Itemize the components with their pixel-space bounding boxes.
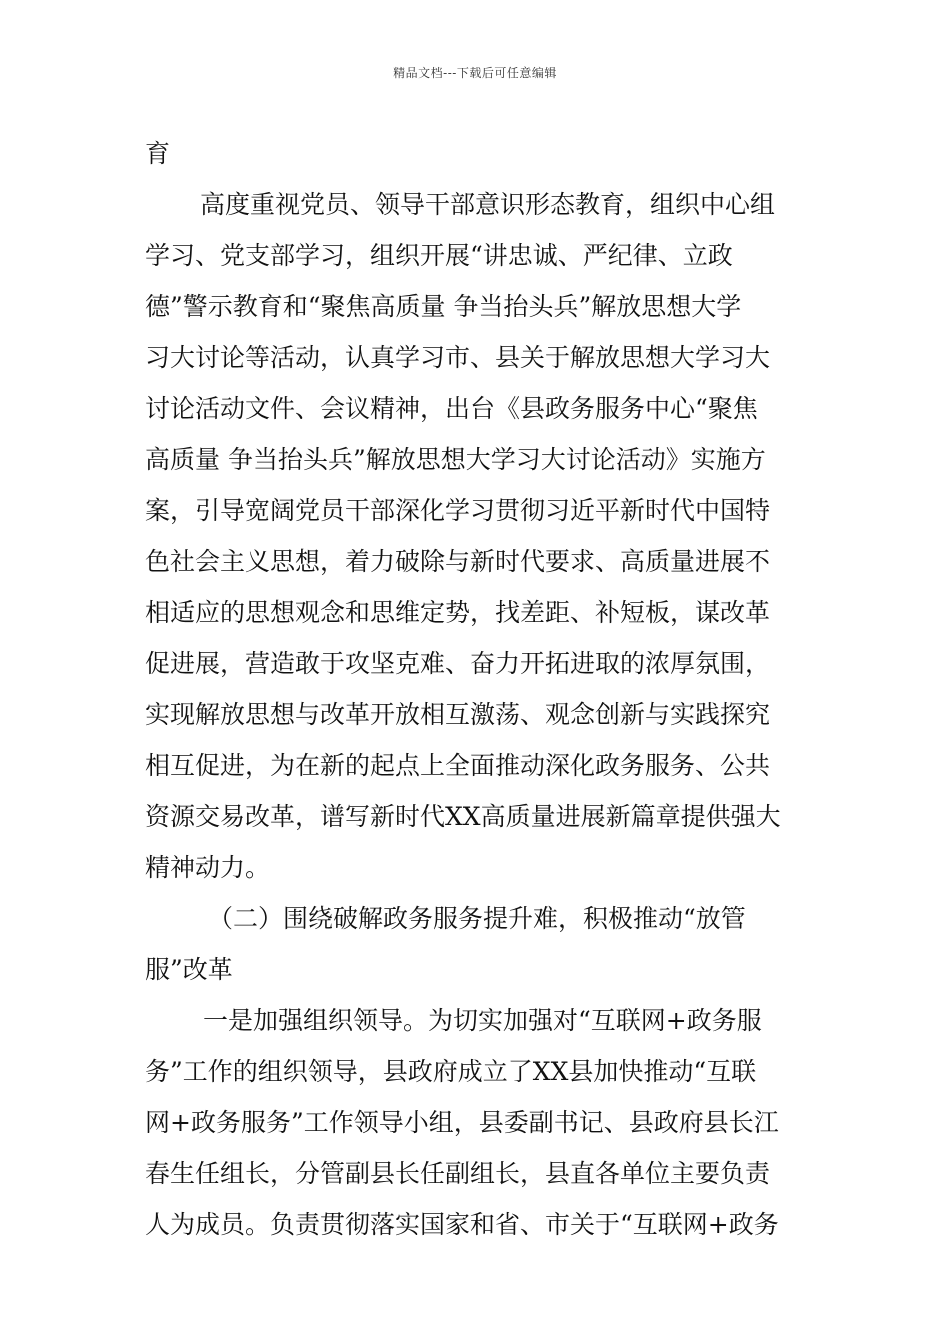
text-line: 色社会主义思想，着力破除与新时代要求、高质量进展不: [145, 547, 771, 576]
page-header: 精品文档---下载后可任意编辑: [393, 66, 557, 80]
text-line: 网+政务服务”工作领导小组，县委副书记、县政府县长江: [145, 1108, 779, 1137]
text-line: 促进展，营造敢于攻坚克难、奋力开拓进取的浓厚氛围，: [145, 649, 771, 678]
text-line: 一是加强组织领导。为切实加强对“互联网+政务服: [203, 1006, 762, 1035]
text-line: 人为成员。负责贯彻落实国家和省、市关于“互联网+政务: [145, 1210, 779, 1239]
text-line: 精神动力。: [145, 853, 271, 882]
text-line: 讨论活动文件、会议精神，出台《县政务服务中心“聚焦: [145, 394, 758, 423]
document-body: [145, 128, 810, 1250]
text-line: 相适应的思想观念和思维定势，找差距、补短板，谋改革: [145, 598, 771, 627]
text-line: （二）围绕破解政务服务提升难，积极推动“放管: [208, 904, 746, 933]
text-line: 高度重视党员、领导干部意识形态教育，组织中心组: [200, 190, 776, 219]
text-line: 春生任组长，分管副县长任副组长，县直各单位主要负责: [145, 1159, 771, 1188]
text-line: 育: [145, 139, 171, 168]
text-line: 学习、党支部学习，组织开展“讲忠诚、严纪律、立政: [145, 241, 733, 270]
text-line: 服”改革: [145, 955, 233, 984]
text-line: 习大讨论等活动，认真学习市、县关于解放思想大学习大: [145, 343, 771, 372]
text-line: 相互促进，为在新的起点上全面推动深化政务服务、公共: [145, 751, 771, 780]
text-line: 务”工作的组织领导，县政府成立了XX县加快推动“互联: [145, 1057, 757, 1086]
text-line: 高质量 争当抬头兵”解放思想大学习大讨论活动》实施方: [145, 445, 766, 474]
text-line: 实现解放思想与改革开放相互激荡、观念创新与实践探究: [145, 700, 771, 729]
text-line: 德”警示教育和“聚焦高质量 争当抬头兵”解放思想大学: [145, 292, 742, 321]
text-line: 案，引导宽阔党员干部深化学习贯彻习近平新时代中国特: [145, 496, 771, 525]
text-line: 资源交易改革，谱写新时代XX高质量进展新篇章提供强大: [145, 802, 781, 831]
